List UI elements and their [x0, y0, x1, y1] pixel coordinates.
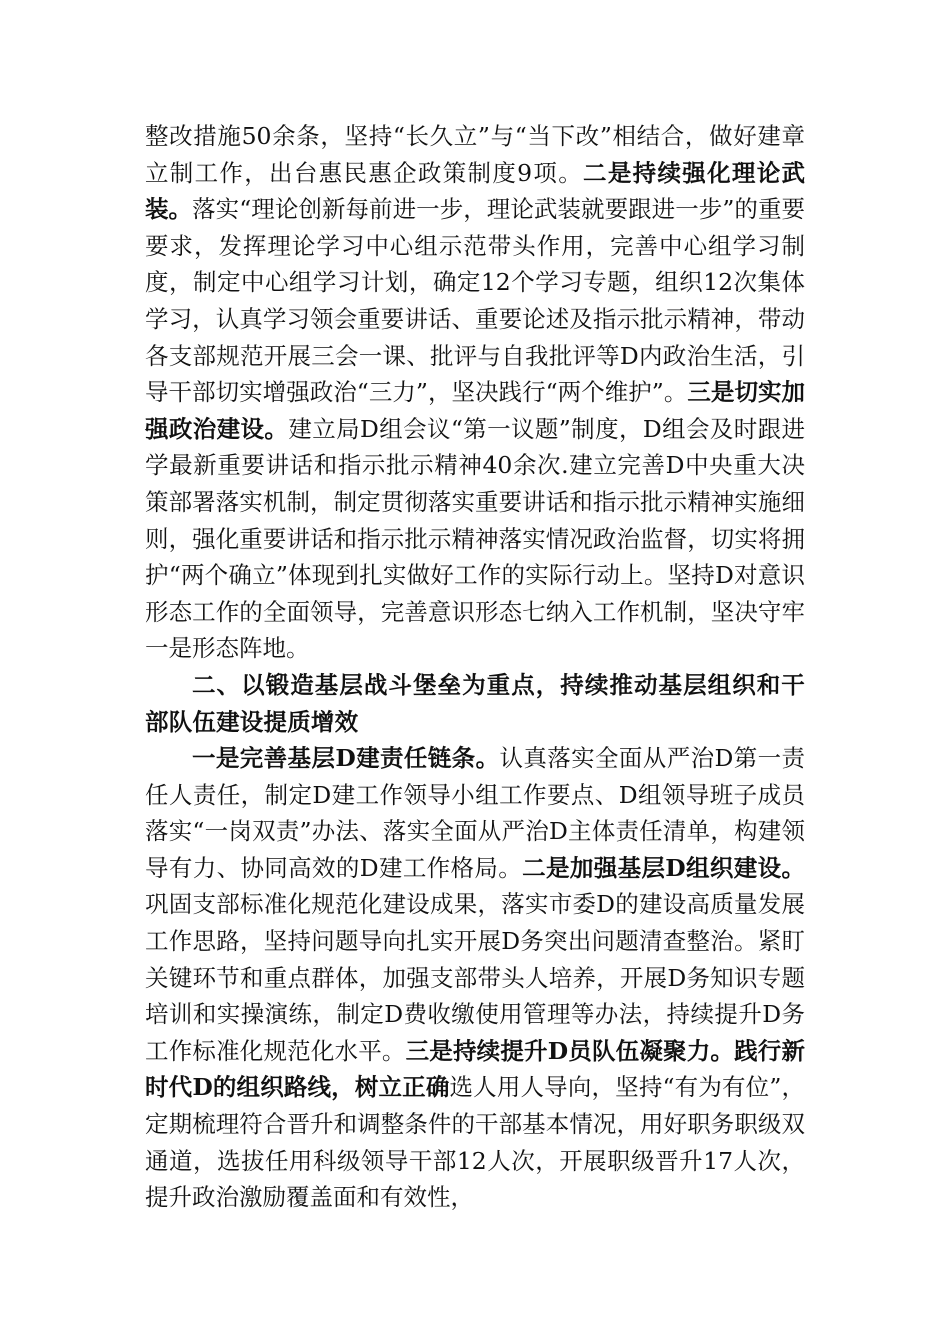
bold-subheading: 三是持续提升D员队伍凝聚力。践行新时代D的组织路线，树立正确: [145, 1036, 806, 1102]
paragraph-text: 巩固支部标准化规范化建设成果，落实市委D的建设高质量发展工作思路，坚持问题导向扎实开展D务突出问题清查整治。紧盯关键环节和重点群体，加强支部带头人培养，开展D务知识专题培训和实操演练，制定D费收缴使用管理等办法，持续提升D务工作标准化规范化水平。: [145, 890, 805, 1065]
bold-subheading: 二是加强基层D组织建设。: [522, 853, 805, 882]
paragraph-text: 认真落实全面从严治D第一责任人责任，制定D建工作领导小组工作要点、D组领导班子成员落实“一岗双责”办法、落实全面从严治D主体责任清单，构建领导有力、协同高效的D建工作格局。: [145, 744, 805, 882]
bold-subheading: 二是持续强化理论武装。: [145, 158, 806, 224]
body-paragraph-1: [145, 118, 805, 667]
document-page: [145, 118, 805, 1216]
paragraph-text: 落实“理论创新每前进一步，理论武装就要跟进一步”的重要要求，发挥理论学习中心组示范带头作用，完善中心组学习制度，制定中心组学习计划，确定12个学习专题，组织12次集体学习，认真学习领会重要讲话、重要论述及指示批示精神，带动各支部规范开展三会一课、批评与自我批评等D内政治生活，引导干部切实增强政治“三力”，坚决践行“两个维护”。: [145, 195, 806, 407]
section-heading: 二、以锻造基层战斗堡垒为重点，持续推动基层组织和干部队伍建设提质增效: [145, 670, 805, 736]
bold-subheading: 三是切实加强政治建设。: [145, 378, 806, 443]
body-paragraph-2: [145, 740, 805, 1216]
bold-subheading: 一是完善基层D建责任链条。: [192, 744, 500, 773]
paragraph-text: 建立局D组会议“第一议题”制度，D组会及时跟进学最新重要讲话和指示批示精神40余次.建立完善D中央重大决策部署落实机制，制定贯彻落实重要讲话和指示批示精神实施细则，强化重要讲话和指示批示精神落实情况政治监督，切实将拥护“两个确立”体现到扎实做好工作的实际行动上。坚持D对意识形态工作的全面领导，完善意识形态七纳入工作机制，坚决守牢一是形态阵地。: [145, 414, 805, 663]
paragraph-text: 选人用人导向，坚持“有为有位”，定期梳理符合晋升和调整条件的干部基本情况，用好职务职级双通道，选拔任用科级领导干部12人次，开展职级晋升17人次，提升政治激励覆盖面和有效性，: [145, 1073, 805, 1212]
paragraph-text: 整改措施50余条，坚持“长久立”与“当下改”相结合，做好建章立制工作，出台惠民惠企政策制度9项。: [145, 122, 805, 187]
